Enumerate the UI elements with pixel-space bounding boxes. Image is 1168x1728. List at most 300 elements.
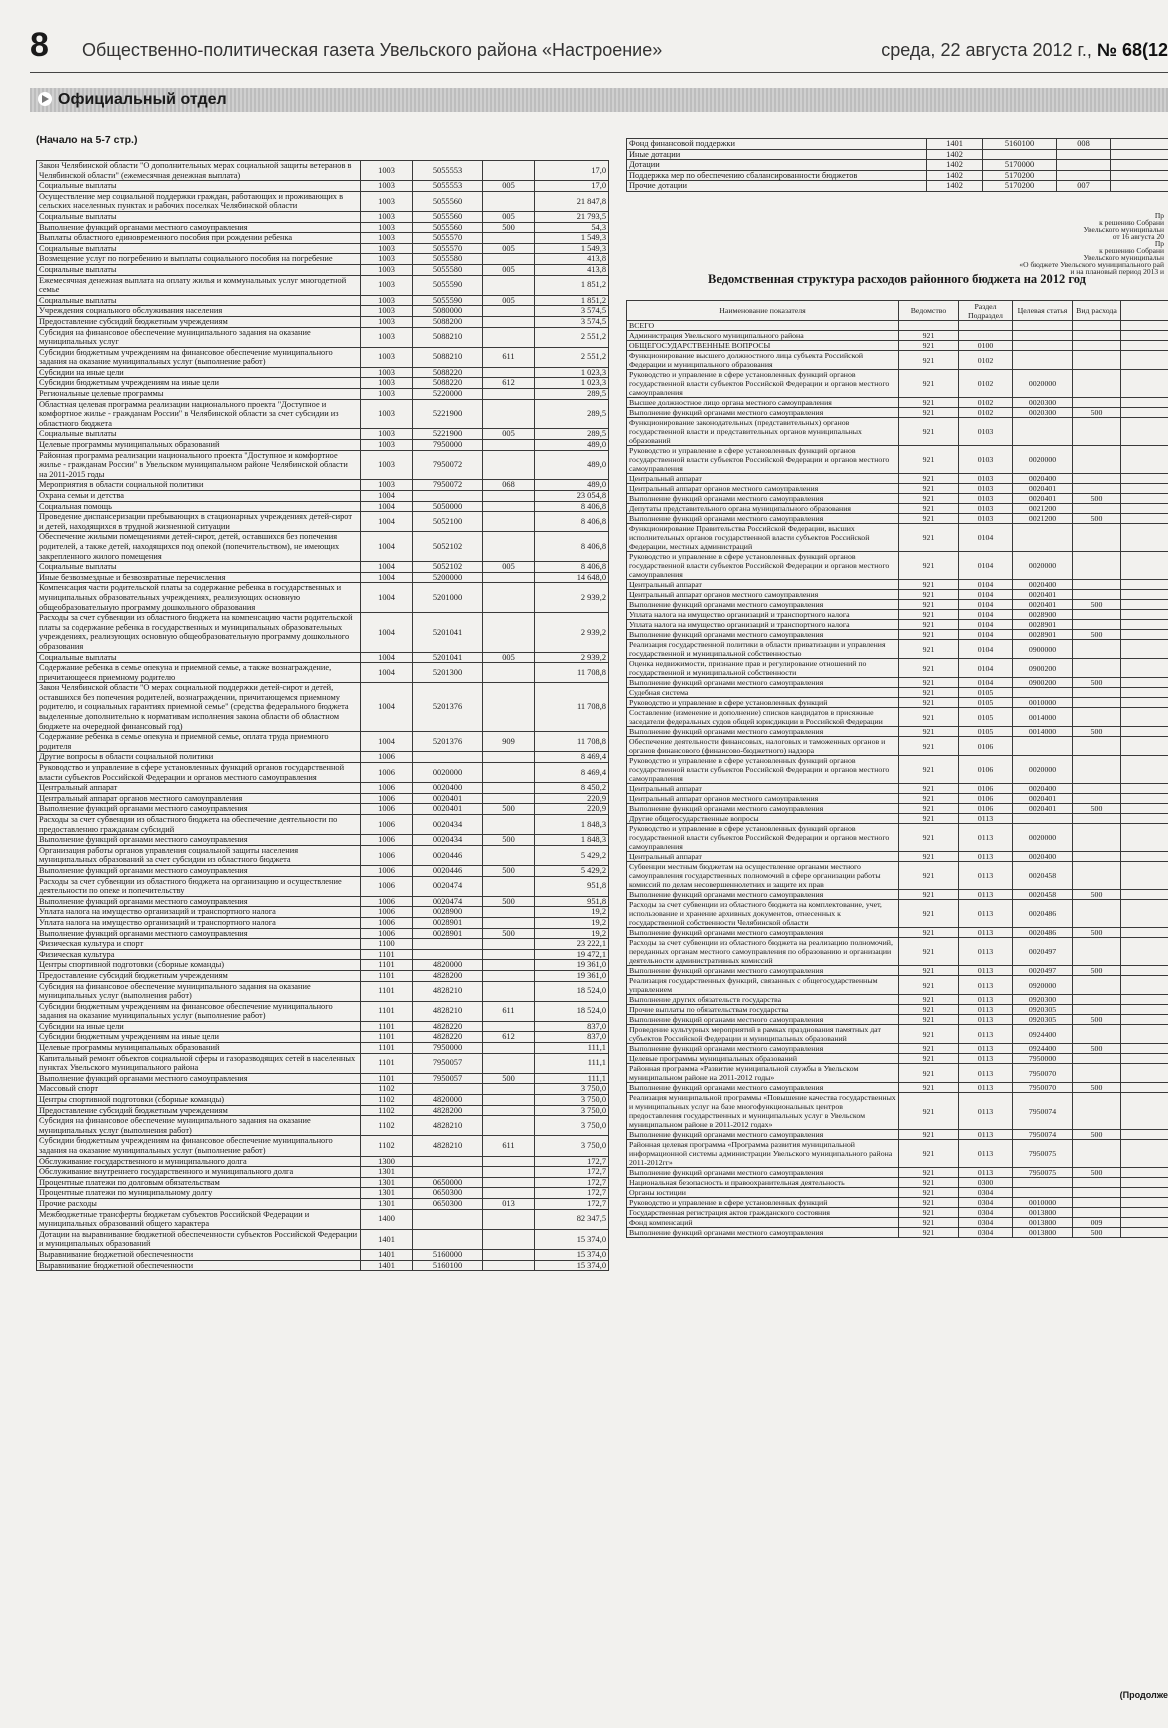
- table-row: [627, 1083, 1168, 1093]
- table-row: [627, 1015, 1168, 1025]
- continued-to: (Продолже: [1119, 1690, 1168, 1700]
- table-cell: 172,7: [535, 1156, 609, 1167]
- table-cell: Выполнение функций органами местного самоуправления: [37, 1073, 361, 1084]
- table-row: [37, 254, 609, 265]
- table-cell: [899, 321, 959, 331]
- table-cell: 0105: [959, 688, 1013, 698]
- table-cell: [1121, 1064, 1168, 1083]
- table-cell: 0020401: [413, 804, 483, 815]
- table-cell: 21 793,5: [535, 211, 609, 222]
- table-cell: [1121, 890, 1168, 900]
- table-cell: 0014000: [1013, 727, 1073, 737]
- table-cell: [483, 1229, 535, 1249]
- table-cell: Центральный аппарат органов местного самоуправления: [37, 793, 361, 804]
- table-row: [37, 306, 609, 317]
- table-cell: 0900200: [1013, 659, 1073, 678]
- table-cell: 0028901: [1013, 620, 1073, 630]
- table-cell: 1 023,3: [535, 367, 609, 378]
- table-cell: Фонд компенсаций: [627, 1218, 899, 1228]
- table-cell: 1003: [361, 327, 413, 347]
- table-cell: Обслуживание внутреннего государственного и муниципального долга: [37, 1167, 361, 1178]
- table-cell: 4828210: [413, 1116, 483, 1136]
- table-row: [627, 928, 1168, 938]
- table-cell: [483, 1105, 535, 1116]
- table-cell: 921: [899, 610, 959, 620]
- table-row: [37, 1021, 609, 1032]
- table-cell: 1004: [361, 683, 413, 732]
- table-cell: 0020400: [413, 783, 483, 794]
- table-cell: [1121, 418, 1168, 446]
- table-cell: Депутаты представительного органа муниципального образования: [627, 504, 899, 514]
- table-cell: 172,7: [535, 1198, 609, 1209]
- table-row: [37, 181, 609, 192]
- table-cell: [1111, 160, 1168, 171]
- column-header: [1121, 301, 1168, 321]
- table-cell: 489,0: [535, 480, 609, 491]
- table-row: [37, 1095, 609, 1106]
- table-cell: 0304: [959, 1228, 1013, 1238]
- table-cell: 1003: [361, 161, 413, 181]
- table-cell: 0103: [959, 494, 1013, 504]
- table-cell: 0020458: [1013, 890, 1073, 900]
- table-cell: 5170200: [983, 181, 1057, 192]
- table-row: [37, 399, 609, 429]
- table-cell: 612: [483, 378, 535, 389]
- table-cell: Субсидия на финансовое обеспечение муниципального задания на оказание муниципальных услуг (выполнения работ): [37, 1116, 361, 1136]
- table-cell: 500: [1073, 1083, 1121, 1093]
- table-cell: 837,0: [535, 1032, 609, 1043]
- table-row: [627, 494, 1168, 504]
- table-row: [37, 663, 609, 683]
- right-table-title: Ведомственная структура расходов районного бюджета на 2012 год: [708, 272, 1086, 286]
- table-cell: Составление (изменение и дополнение) списков кандидатов в присяжные заседатели федеральных судов общей юрисдикции в Российской Федерации: [627, 708, 899, 727]
- table-cell: [483, 389, 535, 400]
- table-cell: Руководство и управление в сфере установленных функций органов государственной власти субъектов Российской Федерации и органов местного самоуправления: [627, 552, 899, 580]
- table-cell: 1101: [361, 1001, 413, 1021]
- table-cell: [483, 532, 535, 562]
- table-cell: [1073, 852, 1121, 862]
- table-cell: Областная целевая программа реализации национального проекта "Доступное и комфортное жилье - гражданам России" в Челябинской области за счет субсидии из областного бюджета: [37, 399, 361, 429]
- table-cell: Выполнение функций органами местного самоуправления: [627, 804, 899, 814]
- table-cell: Субсидии бюджетным учреждениям на финансовое обеспечение муниципального задания на оказание муниципальных услуг (выполнение работ): [37, 1001, 361, 1021]
- table-cell: 0103: [959, 514, 1013, 524]
- table-cell: 0113: [959, 852, 1013, 862]
- table-cell: [1073, 484, 1121, 494]
- table-cell: 921: [899, 1198, 959, 1208]
- table-cell: 7950070: [1013, 1064, 1073, 1083]
- table-cell: Уплата налога на имущество организаций и транспортного налога: [37, 917, 361, 928]
- table-cell: Выполнение функций органами местного самоуправления: [37, 835, 361, 846]
- table-cell: Субсидии бюджетным учреждениям на финансовое обеспечение муниципального задания на оказание муниципальных услуг (выполнение работ): [37, 347, 361, 367]
- table-cell: 0020000: [413, 763, 483, 783]
- table-cell: 0020458: [1013, 862, 1073, 890]
- table-cell: 921: [899, 640, 959, 659]
- table-cell: Расходы за счет субвенции из областного бюджета на обеспечение деятельности по предоставлению гражданам субсидий: [37, 815, 361, 835]
- table-row: [37, 793, 609, 804]
- table-cell: [1073, 552, 1121, 580]
- table-row: [37, 1116, 609, 1136]
- table-cell: 1402: [927, 160, 983, 171]
- table-cell: 1006: [361, 783, 413, 794]
- table-cell: [1121, 737, 1168, 756]
- table-cell: 0304: [959, 1198, 1013, 1208]
- table-row: [627, 1218, 1168, 1228]
- table-cell: ОБЩЕГОСУДАРСТВЕННЫЕ ВОПРОСЫ: [627, 341, 899, 351]
- table-cell: Выполнение функций органами местного самоуправления: [37, 928, 361, 939]
- table-cell: 921: [899, 630, 959, 640]
- table-row: [627, 708, 1168, 727]
- table-cell: Фонд финансовой поддержки: [627, 139, 927, 150]
- table-cell: Иные безвозмездные и безвозвратные перечисления: [37, 572, 361, 583]
- table-cell: [483, 367, 535, 378]
- table-cell: 289,5: [535, 429, 609, 440]
- table-cell: Выравнивание бюджетной обеспеченности: [37, 1260, 361, 1271]
- table-cell: Руководство и управление в сфере установленных функций: [627, 1198, 899, 1208]
- table-cell: [1073, 504, 1121, 514]
- table-cell: [1073, 1140, 1121, 1168]
- table-cell: [1121, 1005, 1168, 1015]
- table-cell: [483, 1209, 535, 1229]
- table-cell: ВСЕГО: [627, 321, 899, 331]
- table-row: [627, 824, 1168, 852]
- table-cell: 0113: [959, 862, 1013, 890]
- table-cell: 5 429,2: [535, 865, 609, 876]
- table-cell: 1402: [927, 170, 983, 181]
- table-cell: Районная целевая программа «Программа развития муниципальной информационной системы администрации Увельского муниципального района 2011-2012гг»: [627, 1140, 899, 1168]
- table-cell: [483, 1260, 535, 1271]
- table-cell: 611: [483, 1001, 535, 1021]
- table-row: [627, 890, 1168, 900]
- table-cell: 1102: [361, 1116, 413, 1136]
- table-cell: Районная программа «Развитие муниципальной службы в Увельском муниципальном районе на 2011-2012 годы»: [627, 1064, 899, 1083]
- table-cell: 1004: [361, 572, 413, 583]
- table-cell: 0106: [959, 804, 1013, 814]
- table-cell: 0106: [959, 737, 1013, 756]
- table-cell: 500: [483, 804, 535, 815]
- table-cell: [1073, 351, 1121, 370]
- table-cell: 921: [899, 938, 959, 966]
- table-row: [37, 804, 609, 815]
- table-cell: [483, 1095, 535, 1106]
- table-cell: [1121, 640, 1168, 659]
- table-cell: [1073, 708, 1121, 727]
- table-cell: 1006: [361, 876, 413, 896]
- table-cell: [1121, 341, 1168, 351]
- table-row: [37, 572, 609, 583]
- table-cell: 005: [483, 243, 535, 254]
- table-row: [627, 1228, 1168, 1238]
- table-cell: 921: [899, 1054, 959, 1064]
- table-cell: 612: [483, 1032, 535, 1043]
- table-cell: 1101: [361, 1043, 413, 1054]
- table-cell: 0113: [959, 1005, 1013, 1015]
- table-cell: 921: [899, 1083, 959, 1093]
- table-cell: [1121, 620, 1168, 630]
- table-cell: 1102: [361, 1084, 413, 1095]
- table-cell: 172,7: [535, 1188, 609, 1199]
- table-cell: 1 549,3: [535, 233, 609, 244]
- table-cell: 5088220: [413, 378, 483, 389]
- table-cell: [483, 191, 535, 211]
- header-rule: [30, 72, 1168, 73]
- table-cell: 111,1: [535, 1043, 609, 1054]
- table-cell: 0104: [959, 552, 1013, 580]
- issue-date: среда, 22 августа 2012 г.,: [881, 40, 1092, 60]
- table-cell: 921: [899, 1188, 959, 1198]
- table-cell: 0103: [959, 474, 1013, 484]
- table-row: [37, 347, 609, 367]
- table-cell: [483, 917, 535, 928]
- table-row: [37, 1188, 609, 1199]
- table-cell: 1006: [361, 793, 413, 804]
- table-cell: [483, 1053, 535, 1073]
- table-cell: 921: [899, 862, 959, 890]
- table-cell: [483, 501, 535, 512]
- table-cell: [1073, 1005, 1121, 1015]
- approval-line: к решению Собрани: [1099, 246, 1164, 255]
- table-cell: 4828220: [413, 1032, 483, 1043]
- table-cell: 2 939,2: [535, 583, 609, 613]
- table-cell: 921: [899, 814, 959, 824]
- table-cell: [1121, 580, 1168, 590]
- table-cell: Субсидия на финансовое обеспечение муниципального задания на оказание муниципальных услуг: [37, 327, 361, 347]
- table-cell: 500: [1073, 630, 1121, 640]
- table-cell: 0924400: [1013, 1025, 1073, 1044]
- table-cell: 0020000: [1013, 756, 1073, 784]
- table-cell: 921: [899, 1208, 959, 1218]
- table-cell: 5220000: [413, 389, 483, 400]
- approval-line: Пр: [1154, 239, 1164, 248]
- table-row: [627, 446, 1168, 474]
- table-cell: 0113: [959, 966, 1013, 976]
- table-cell: 0113: [959, 1130, 1013, 1140]
- table-cell: 5050000: [413, 501, 483, 512]
- table-cell: 0020400: [1013, 784, 1073, 794]
- table-cell: 1 851,2: [535, 275, 609, 295]
- table-cell: 921: [899, 600, 959, 610]
- table-cell: 0924400: [1013, 1044, 1073, 1054]
- table-cell: [1121, 484, 1168, 494]
- table-cell: [1013, 1188, 1073, 1198]
- table-row: [627, 1178, 1168, 1188]
- table-cell: 4820000: [413, 1095, 483, 1106]
- table-row: [37, 835, 609, 846]
- arrow-icon: [38, 92, 52, 106]
- section-bar: [30, 88, 1168, 112]
- table-row: [627, 370, 1168, 398]
- table-cell: 0304: [959, 1208, 1013, 1218]
- table-cell: 921: [899, 1044, 959, 1054]
- table-cell: Субсидии бюджетным учреждениям на иные цели: [37, 1032, 361, 1043]
- table-cell: Капитальный ремонт объектов социальной сферы и газоразводящих сетей в населенных пунктах Увельского муниципального района: [37, 1053, 361, 1073]
- table-row: [627, 900, 1168, 928]
- table-cell: 1003: [361, 440, 413, 451]
- table-cell: 500: [483, 928, 535, 939]
- table-cell: 837,0: [535, 1021, 609, 1032]
- table-cell: [1013, 688, 1073, 698]
- table-cell: 1003: [361, 378, 413, 389]
- table-cell: 1101: [361, 970, 413, 981]
- table-cell: [1073, 814, 1121, 824]
- table-row: [37, 501, 609, 512]
- table-cell: 1004: [361, 732, 413, 752]
- table-cell: 0020446: [413, 865, 483, 876]
- table-cell: Выполнение функций органами местного самоуправления: [37, 865, 361, 876]
- table-row: [627, 794, 1168, 804]
- page-number: 8: [30, 26, 49, 64]
- approval-line: и на плановый период 2013 и: [1070, 267, 1164, 276]
- table-row: [627, 737, 1168, 756]
- table-cell: 1402: [927, 181, 983, 192]
- table-cell: 1102: [361, 1136, 413, 1156]
- table-cell: 0113: [959, 1168, 1013, 1178]
- table-cell: [1121, 494, 1168, 504]
- table-cell: 0020000: [1013, 370, 1073, 398]
- table-row: [37, 896, 609, 907]
- table-cell: 500: [483, 835, 535, 846]
- table-cell: 4828210: [413, 1136, 483, 1156]
- table-cell: [483, 845, 535, 865]
- table-cell: 4828200: [413, 1105, 483, 1116]
- table-cell: [1057, 160, 1111, 171]
- right-top-budget-table: [626, 138, 1168, 192]
- table-cell: 500: [483, 1073, 535, 1084]
- table-cell: 8 469,4: [535, 752, 609, 763]
- table-cell: 0014000: [1013, 708, 1073, 727]
- table-row: [37, 1043, 609, 1054]
- approval-line: Увельского муниципальн: [1083, 225, 1164, 234]
- table-row: [37, 683, 609, 732]
- table-cell: 921: [899, 504, 959, 514]
- table-cell: 0020400: [1013, 580, 1073, 590]
- table-cell: [483, 1116, 535, 1136]
- table-cell: Выполнение функций органами местного самоуправления: [627, 928, 899, 938]
- table-row: [37, 1198, 609, 1209]
- table-cell: 1401: [361, 1249, 413, 1260]
- table-row: [627, 341, 1168, 351]
- table-cell: [1057, 170, 1111, 181]
- table-cell: 1 848,3: [535, 835, 609, 846]
- table-cell: [1121, 804, 1168, 814]
- table-cell: 0113: [959, 1140, 1013, 1168]
- table-cell: 1101: [361, 960, 413, 971]
- table-cell: 500: [1073, 966, 1121, 976]
- table-cell: 19,2: [535, 907, 609, 918]
- table-cell: 5088210: [413, 327, 483, 347]
- table-cell: [1013, 321, 1073, 331]
- table-cell: 18 524,0: [535, 981, 609, 1001]
- table-cell: [1013, 351, 1073, 370]
- table-cell: [1121, 1208, 1168, 1218]
- table-cell: 7950000: [413, 440, 483, 451]
- table-cell: 8 406,8: [535, 562, 609, 573]
- table-row: [37, 480, 609, 491]
- table-cell: [1073, 698, 1121, 708]
- column-header: Целевая статья: [1013, 301, 1073, 321]
- table-cell: 23 054,8: [535, 491, 609, 502]
- table-cell: [483, 572, 535, 583]
- table-cell: 1400: [361, 1209, 413, 1229]
- table-cell: Предоставление субсидий бюджетным учреждениям: [37, 1105, 361, 1116]
- table-row: [37, 389, 609, 400]
- table-cell: [1121, 1025, 1168, 1044]
- table-cell: 0104: [959, 610, 1013, 620]
- table-cell: Учреждения социального обслуживания населения: [37, 306, 361, 317]
- table-cell: Выполнение функций органами местного самоуправления: [627, 630, 899, 640]
- table-cell: 0113: [959, 1093, 1013, 1130]
- table-cell: [1073, 1025, 1121, 1044]
- table-cell: 5201041: [413, 652, 483, 663]
- table-row: [627, 804, 1168, 814]
- table-cell: [413, 1167, 483, 1178]
- table-cell: [1121, 1178, 1168, 1188]
- table-cell: Центральный аппарат органов местного самоуправления: [627, 794, 899, 804]
- table-cell: 0020400: [1013, 474, 1073, 484]
- table-cell: 0105: [959, 708, 1013, 727]
- table-row: [37, 295, 609, 306]
- table-cell: [413, 939, 483, 950]
- continued-note: (Начало на 5-7 стр.): [36, 134, 138, 146]
- table-cell: 19 472,1: [535, 949, 609, 960]
- table-cell: [483, 399, 535, 429]
- table-cell: 7950074: [1013, 1130, 1073, 1140]
- table-cell: 5201300: [413, 663, 483, 683]
- table-cell: 921: [899, 1218, 959, 1228]
- table-cell: 1006: [361, 845, 413, 865]
- table-cell: 5055580: [413, 264, 483, 275]
- table-cell: 0013800: [1013, 1218, 1073, 1228]
- table-cell: 19 361,0: [535, 960, 609, 971]
- table-row: [37, 1209, 609, 1229]
- table-cell: 921: [899, 1178, 959, 1188]
- table-cell: 921: [899, 824, 959, 852]
- table-cell: [483, 316, 535, 327]
- table-cell: [1073, 398, 1121, 408]
- table-cell: [483, 440, 535, 451]
- table-row: [627, 1093, 1168, 1130]
- table-row: [37, 1001, 609, 1021]
- table-cell: 7950070: [1013, 1083, 1073, 1093]
- table-cell: 921: [899, 494, 959, 504]
- table-cell: Выполнение функций органами местного самоуправления: [627, 1015, 899, 1025]
- table-row: [627, 170, 1168, 181]
- table-cell: 0028901: [1013, 630, 1073, 640]
- table-cell: 921: [899, 474, 959, 484]
- table-cell: 0113: [959, 1064, 1013, 1083]
- table-cell: Расходы за счет субвенции из областного бюджета на компенсацию части родительской платы за содержание ребенка в государственных и муниципальных образовательных учреждениях, реализующих основную общеобразовательную программу дошкольного образования: [37, 613, 361, 652]
- table-cell: [483, 876, 535, 896]
- table-cell: Осуществление мер социальной поддержки граждан, работающих и проживающих в сельских населенных пунктах и рабочих поселках Челябинской области: [37, 191, 361, 211]
- table-cell: 1003: [361, 389, 413, 400]
- table-cell: Целевые программы муниципальных образований: [37, 440, 361, 451]
- table-cell: Закон Челябинской области "О мерах социальной поддержки детей-сирот и детей, оставшихся без попечения родителей, вознаграждении, причитающемся приемному родителю, и социальных гарантиях приемной семье" (средства федерального бюджета выделенные дополнительно к нормативам исполнения закона области об областном бюджете на очередной финансовый год): [37, 683, 361, 732]
- table-cell: 1301: [361, 1177, 413, 1188]
- column-header: Раздел Подраздел: [959, 301, 1013, 321]
- table-cell: Субсидия на финансовое обеспечение муниципального задания на оказание муниципальных услуг (выполнения работ): [37, 981, 361, 1001]
- table-cell: 1006: [361, 815, 413, 835]
- table-cell: [483, 512, 535, 532]
- table-cell: Выполнение функций органами местного самоуправления: [627, 678, 899, 688]
- table-cell: 2 939,2: [535, 652, 609, 663]
- table-cell: Национальная безопасность и правоохранительная деятельность: [627, 1178, 899, 1188]
- table-cell: [1121, 928, 1168, 938]
- table-cell: 220,9: [535, 804, 609, 815]
- table-cell: [1121, 552, 1168, 580]
- table-cell: 3 574,5: [535, 316, 609, 327]
- table-cell: 0020446: [413, 845, 483, 865]
- table-row: [37, 429, 609, 440]
- table-cell: Социальные выплаты: [37, 181, 361, 192]
